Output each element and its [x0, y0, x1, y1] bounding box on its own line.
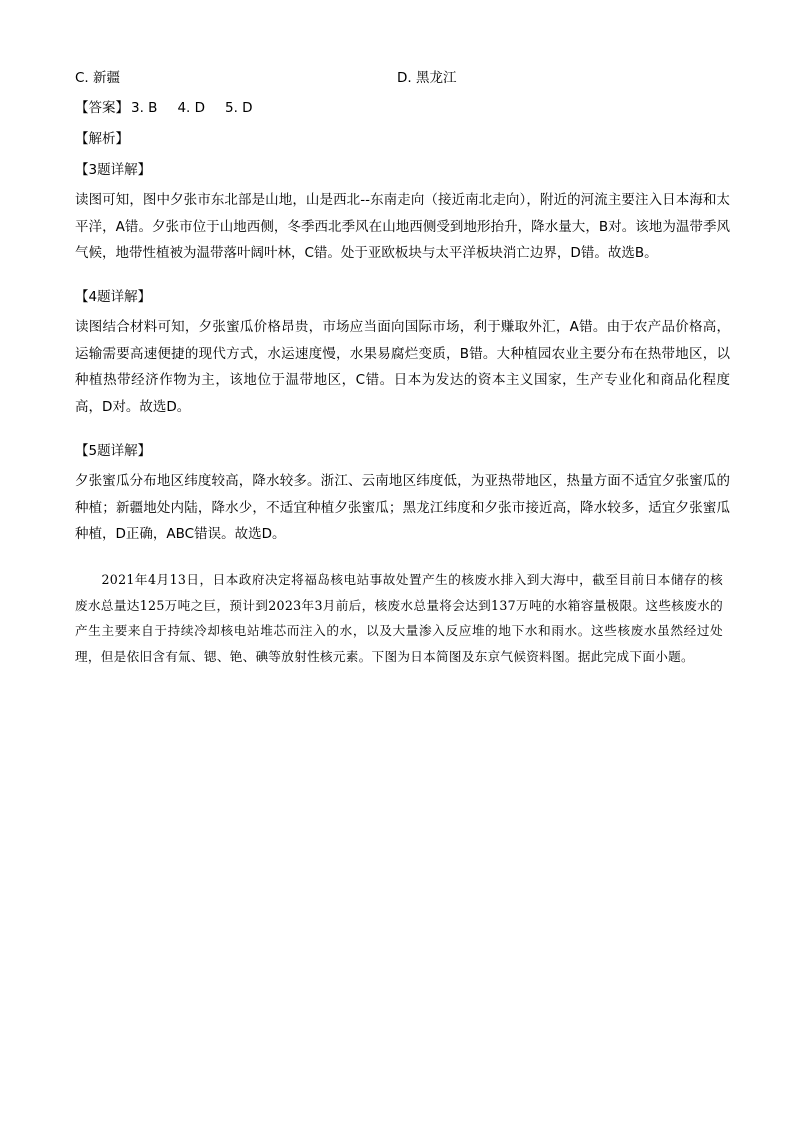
answer-label: 【答案】: [75, 100, 129, 116]
q3-heading: 【3题详解】: [75, 162, 152, 178]
answer-line: [75, 98, 253, 118]
answer-4: 4. D: [177, 100, 206, 116]
answer-3: 3. B: [131, 100, 158, 116]
answer-5: 5. D: [225, 100, 253, 116]
q5-heading: 【5题详解】: [75, 443, 152, 459]
q4-explanation: 读图结合材料可知，夕张蜜瓜价格昂贵，市场应当面向国际市场，利于赚取外汇，A错。由于农产品价格高，运输需要高速便捷的现代方式，水运速度慢，水果易腐烂变质，B错。大种植园农业主要分布在热带地区，以种植热带经济作物为主，该地位于温带地区，C错。日本为发达的资本主义国家，生产专业化和商品化程度高，D对。故选D。: [75, 319, 730, 415]
option-c: C. 新疆: [75, 70, 121, 86]
analysis-label: 【解析】: [75, 131, 129, 147]
q4-heading: 【4题详解】: [75, 289, 152, 305]
options-row: [75, 66, 715, 86]
option-d: D. 黑龙江: [397, 70, 457, 86]
q3-explanation: 读图可知，图中夕张市东北部是山地，山是西北--东南走向（接近南北走向），附近的河流主要注入日本海和太平洋，A错。夕张市位于山地西侧，冬季西北季风在山地西侧受到地形抬升，降水量大，B对。该地为温带季风气候，地带性植被为温带落叶阔叶林，C错。处于亚欧板块与太平洋板块消亡边界，D错。故选B。: [75, 192, 730, 261]
material-passage: 2021年4月13日，日本政府决定将福岛核电站事故处置产生的核废水排入到大海中，截至目前日本储存的核废水总量达125万吨之巨，预计到2023年3月前后，核废水总量将会达到137万吨的水箱容量极限。这些核废水的产生主要来自于持续冷却核电站堆芯而注入的水，以及大量渗入反应堆的地下水和雨水。这些核废水虽然经过处理，但是依旧含有氚、锶、铯、碘等放射性核元素。下图为日本简图及东京气候资料图。据此完成下面小题。: [75, 572, 723, 664]
q5-explanation: 夕张蜜瓜分布地区纬度较高，降水较多。浙江、云南地区纬度低，为亚热带地区，热量方面不适宜夕张蜜瓜的种植；新疆地处内陆，降水少，不适宜种植夕张蜜瓜；黑龙江纬度和夕张市接近高，降水较多，适宜夕张蜜瓜种植，D正确，ABC错误。故选D。: [75, 473, 730, 542]
